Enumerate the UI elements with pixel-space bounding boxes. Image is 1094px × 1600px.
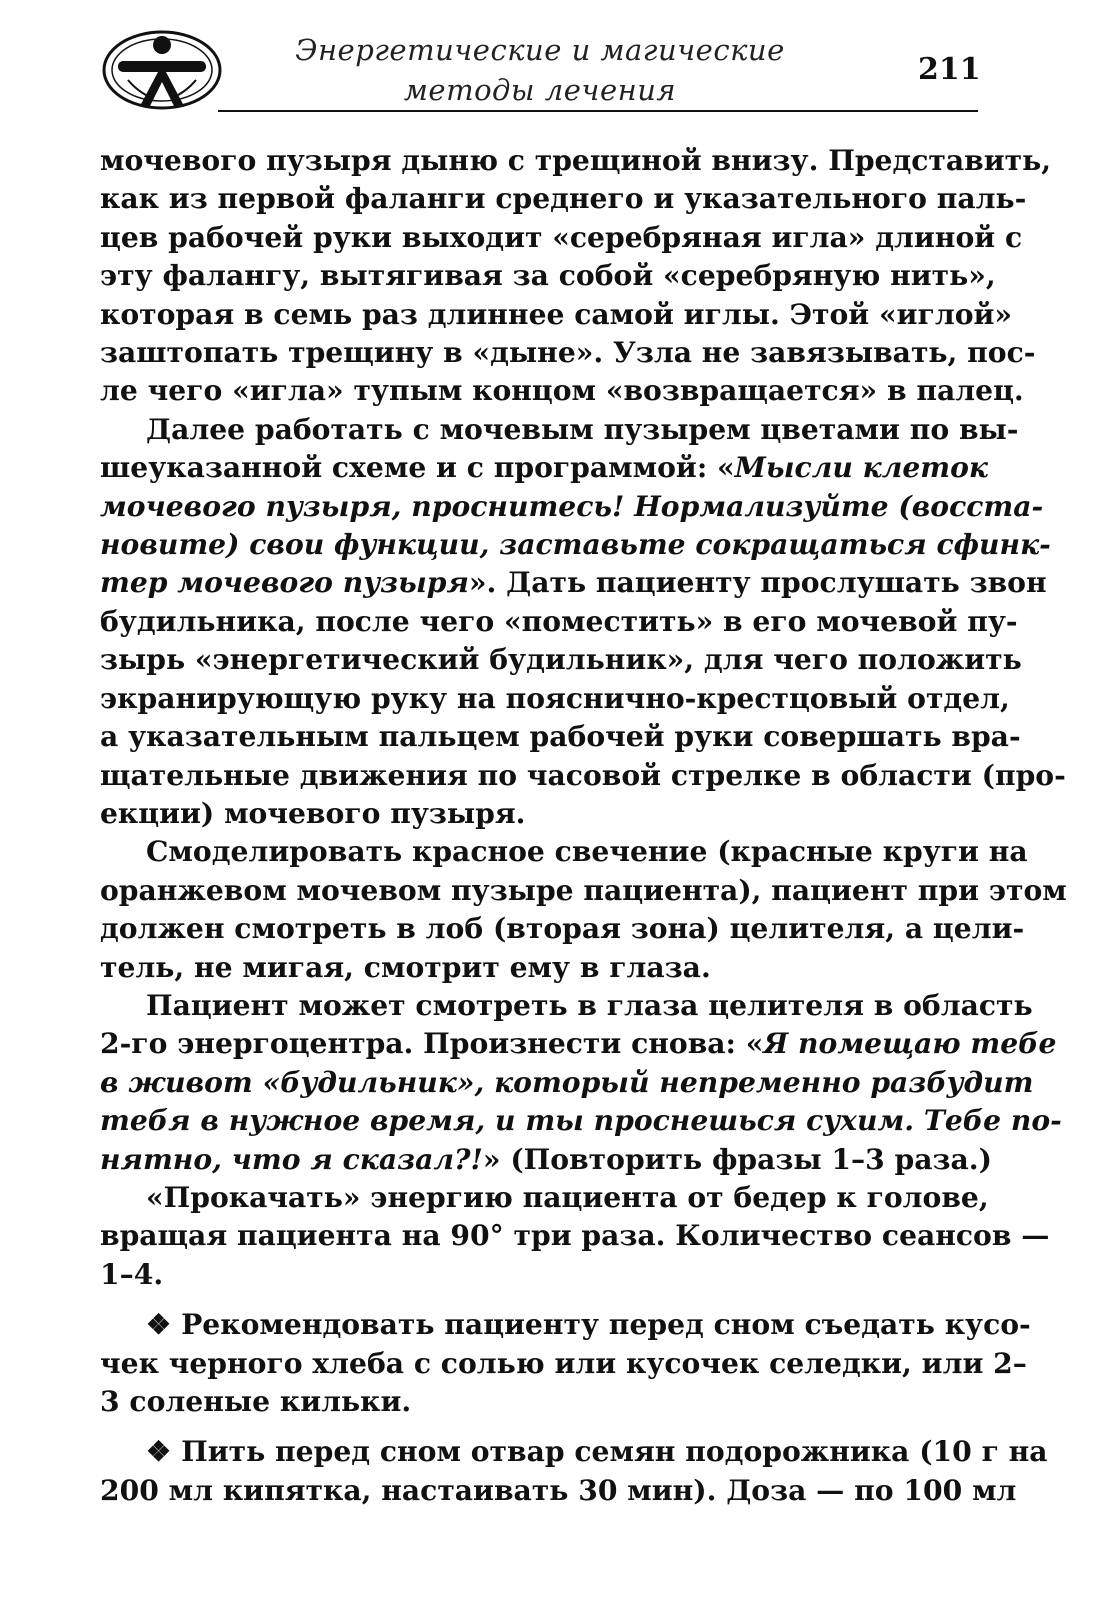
diamond-bullet-icon: ❖ — [146, 1308, 172, 1342]
text-line: 1–4. — [100, 1257, 164, 1291]
bullet-paragraph-2 — [100, 1433, 1048, 1510]
text-line: екции) мочевого пузыря. — [100, 796, 526, 830]
italic-line: мочевого пузыря, проснитесь! Нормализуйте (восста- — [100, 489, 1044, 523]
text-line: эту фалангу, вытягивая за собой «серебряную нить», — [100, 259, 996, 293]
text-run: ». Дать пациенту прослушать звон — [468, 566, 1047, 600]
text-line: экранирующую руку на пояснично-крестцовый отдел, — [100, 681, 1010, 715]
page-number: 211 — [918, 52, 981, 87]
text-line: чек черного хлеба с солью или кусочек селедки, или 2– — [100, 1346, 1027, 1380]
running-head-line-1: Энергетические и магические — [295, 33, 785, 67]
paragraph-1 — [100, 142, 1052, 411]
text-line: будильника, после чего «поместить» в его мочевой пу- — [100, 604, 1018, 638]
text-line: 3 соленые кильки. — [100, 1385, 412, 1418]
text-line — [100, 1141, 992, 1179]
text-line — [100, 449, 989, 487]
italic-run: Я помещаю тебе — [763, 1027, 1057, 1061]
text-line: заштопать трещину в «дыне». Узла не завязывать, пос- — [100, 336, 1036, 370]
text-line: тель, не мигая, смотрит ему в глаза. — [100, 950, 711, 984]
text-line — [100, 1306, 1031, 1344]
text-run: Пить перед сном отвар семян подорожника (10 г на — [181, 1435, 1048, 1469]
paragraph-4 — [100, 987, 1062, 1179]
text-line: мочевого пузыря дыню с трещиной внизу. Представить, — [100, 144, 1052, 177]
text-line: Далее работать с мочевым пузырем цветами по вы- — [146, 412, 1019, 446]
italic-line: тебя в нужное время, и ты проснешься сухим. Тебе по- — [100, 1104, 1062, 1138]
text-line: которая в семь раз длиннее самой иглы. Этой «иглой» — [100, 297, 1013, 331]
text-line: «Прокачать» энергию пациента от бедер к голове, — [146, 1180, 989, 1214]
text-line: цев рабочей руки выходит «серебряная игла» длиной с — [100, 220, 1023, 254]
paragraph-3 — [100, 833, 1067, 987]
text-run: » (Повторить фразы 1–3 раза.) — [482, 1142, 992, 1176]
italic-run: Мысли клеток — [734, 451, 989, 485]
text-line: щательные движения по часовой стрелке в области (про- — [100, 758, 1066, 792]
text-line: Смоделировать красное свечение (красные круги на — [146, 835, 1028, 869]
text-line: Пациент может смотреть в глаза целителя в область — [146, 988, 1033, 1022]
text-line: должен смотреть в лоб (вторая зона) целителя, а цели- — [100, 912, 1025, 946]
body-text — [100, 142, 1067, 1510]
italic-run: тер мочевого пузыря — [100, 566, 469, 600]
text-run: шеуказанной схеме и с программой: « — [100, 451, 735, 485]
text-line: оранжевом мочевом пузыре пациента), пациент при этом — [100, 873, 1067, 907]
running-head — [240, 30, 840, 110]
bullet-paragraph-1 — [100, 1306, 1031, 1421]
text-run: 2-го энергоцентра. Произнести снова: « — [100, 1027, 764, 1061]
italic-line: новите) свои функции, заставьте сокращаться сфинк- — [100, 528, 1051, 562]
text-line: как из первой фаланги среднего и указательного паль- — [100, 182, 1027, 216]
text-line: 200 мл кипятка, настаивать 30 мин). Доза — по 100 мл — [100, 1473, 1017, 1507]
running-head-line-2: методы лечения — [403, 73, 677, 107]
text-line — [100, 1025, 1057, 1063]
italic-line: в живот «будильник», который непременно разбудит — [100, 1065, 1034, 1099]
text-line — [100, 1433, 1048, 1471]
text-line: а указательным пальцем рабочей руки совершать вра- — [100, 720, 1021, 754]
text-run: Рекомендовать пациенту перед сном съедать кусо- — [181, 1308, 1031, 1342]
paragraph-5 — [100, 1179, 1050, 1294]
text-line: зырь «энергетический будильник», для чего положить — [100, 643, 1022, 677]
paragraph-2 — [100, 411, 1066, 833]
italic-run: нятно, что я сказал?! — [100, 1142, 483, 1176]
text-line — [100, 564, 1047, 602]
diamond-bullet-icon: ❖ — [146, 1435, 172, 1469]
header-rule — [218, 110, 978, 112]
text-line: ле чего «игла» тупым концом «возвращается» в палец. — [100, 374, 1024, 408]
text-line: вращая пациента на 90° три раза. Количество сеансов — — [100, 1219, 1050, 1253]
seated-figure-emblem-icon — [100, 28, 224, 112]
